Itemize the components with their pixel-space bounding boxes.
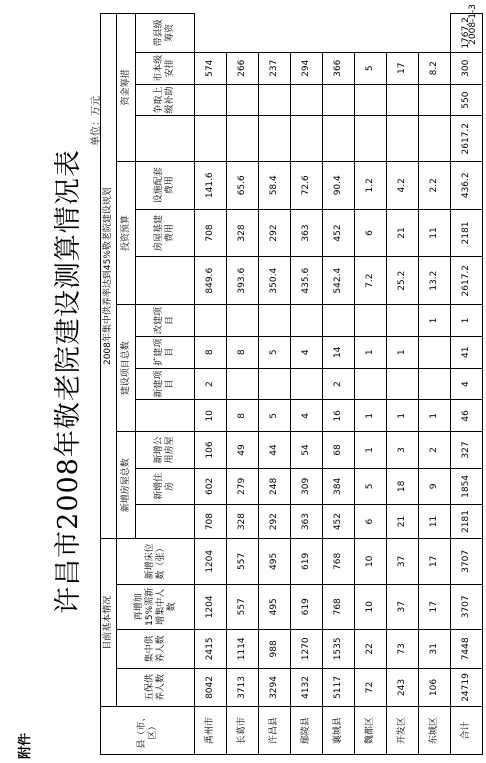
table-cell: 72 [355, 668, 387, 707]
table-cell: 452 [323, 209, 355, 257]
table-cell: 557 [227, 539, 259, 584]
table-cell: 7448 [451, 630, 483, 669]
table-cell: 72.6 [291, 161, 323, 209]
table-cell [355, 368, 387, 400]
table-cell [195, 116, 227, 161]
table-cell: 363 [291, 209, 323, 257]
header-housing-cost: 房屋基建费用 [136, 209, 195, 257]
table-cell: 327 [451, 432, 483, 468]
header-county: 县（市、区） [101, 707, 195, 755]
table-cell: 1204 [195, 584, 227, 629]
row-county-name: 开发区 [387, 707, 419, 755]
table-cell: 2617.2 [451, 116, 483, 161]
header-new-housing-total: 新增房屋总数 [117, 432, 136, 539]
table-cell: 248 [259, 468, 291, 504]
header-central-support: 集中供养人数 [117, 630, 195, 669]
table-cell: 1767.2 [451, 14, 483, 53]
table-cell: 11 [419, 505, 451, 539]
table-cell: 366 [323, 52, 355, 84]
table-cell: 4 [291, 400, 323, 432]
table-cell [323, 305, 355, 337]
table-cell: 2181 [451, 209, 483, 257]
table-cell: 13.2 [419, 257, 451, 305]
table-cell [259, 305, 291, 337]
table-cell [259, 84, 291, 116]
table-cell [323, 116, 355, 161]
table-cell: 41 [451, 336, 483, 368]
table-cell: 6 [355, 505, 387, 539]
table-cell: 557 [227, 584, 259, 629]
table-cell: 542.4 [323, 257, 355, 305]
table-cell: 1.2 [355, 161, 387, 209]
header-five-guarantee: 五保供养人数 [117, 668, 195, 707]
header-investment-total-value [136, 257, 195, 305]
table-cell: 7.2 [355, 257, 387, 305]
table-cell: 4 [291, 336, 323, 368]
header-housing-total-value [136, 505, 195, 539]
table-cell: 988 [259, 630, 291, 669]
table-cell [291, 116, 323, 161]
table-cell [227, 116, 259, 161]
table-cell: 8042 [195, 668, 227, 707]
table-cell: 1 [387, 400, 419, 432]
table-cell: 6 [355, 209, 387, 257]
table-cell: 2 [419, 432, 451, 468]
table-cell: 73 [387, 630, 419, 669]
table-cell: 574 [195, 52, 227, 84]
table-cell: 309 [291, 468, 323, 504]
table-cell [355, 116, 387, 161]
table-cell: 1270 [291, 630, 323, 669]
table-cell: 708 [195, 505, 227, 539]
header-fund-county: 带县级筹资 [136, 14, 195, 53]
table-cell: 4.2 [387, 161, 419, 209]
row-county-name: 鄢陵县 [291, 707, 323, 755]
table-cell: 2.2 [419, 161, 451, 209]
table-cell: 1204 [195, 539, 227, 584]
table-cell: 279 [227, 468, 259, 504]
header-new-public: 新增公用房屋 [136, 432, 195, 468]
table-cell: 17 [387, 52, 419, 84]
header-new-beds: 新增床位数（张） [117, 539, 195, 584]
table-cell: 619 [291, 539, 323, 584]
table-cell: 11 [419, 209, 451, 257]
table-cell: 384 [323, 468, 355, 504]
header-current: 目前基本情况 [101, 539, 117, 707]
table-row [195, 14, 227, 755]
table-cell: 18 [387, 468, 419, 504]
row-county-name: 魏都区 [355, 707, 387, 755]
table-cell: 3294 [259, 668, 291, 707]
table-cell: 22 [355, 630, 387, 669]
unit-label: 单位：万元 [91, 96, 102, 146]
table-cell [227, 305, 259, 337]
row-county-name: 襄城县 [323, 707, 355, 755]
table-cell: 5 [259, 336, 291, 368]
table-cell: 31 [419, 630, 451, 669]
table-cell [259, 368, 291, 400]
table-row [419, 14, 451, 755]
annex-label: 附件 [18, 732, 33, 759]
table-row [355, 14, 387, 755]
table-cell: 768 [323, 539, 355, 584]
table-cell: 10 [355, 584, 387, 629]
table-cell: 8 [227, 336, 259, 368]
table-cell: 2181 [451, 505, 483, 539]
table-cell: 3713 [227, 668, 259, 707]
table-cell: 5 [355, 52, 387, 84]
table-cell: 619 [291, 584, 323, 629]
header-fund-upper: 争取上级补助 [136, 84, 195, 116]
table-row [323, 14, 355, 755]
table-cell: 2 [323, 368, 355, 400]
table-row [227, 14, 259, 755]
header-added-15: 再增加15%需新增集中人数 [117, 584, 195, 629]
header-rebuild: 改建项目 [136, 305, 195, 337]
table-cell: 68 [323, 432, 355, 468]
table-cell: 3707 [451, 584, 483, 629]
header-project-total-value [136, 400, 195, 432]
table-cell: 141.6 [195, 161, 227, 209]
table-cell: 849.6 [195, 257, 227, 305]
table-cell: 17 [419, 539, 451, 584]
table-cell: 768 [323, 584, 355, 629]
table-cell: 37 [387, 584, 419, 629]
table-cell: 5 [259, 400, 291, 432]
table-row [451, 14, 483, 755]
table-cell: 58.4 [259, 161, 291, 209]
table-cell: 1535 [323, 630, 355, 669]
table-cell: 1854 [451, 468, 483, 504]
table-cell: 65.6 [227, 161, 259, 209]
table-cell: 37 [387, 539, 419, 584]
table-cell: 452 [323, 505, 355, 539]
table-cell: 1114 [227, 630, 259, 669]
table-cell [291, 368, 323, 400]
table-cell: 243 [387, 668, 419, 707]
table-cell: 435.6 [291, 257, 323, 305]
table-cell [195, 305, 227, 337]
table-cell: 90.4 [323, 161, 355, 209]
row-county-name: 长葛市 [227, 707, 259, 755]
header-expand: 扩建项目 [136, 336, 195, 368]
table-cell: 4132 [291, 668, 323, 707]
table-cell: 2415 [195, 630, 227, 669]
table-cell: 4 [451, 368, 483, 400]
table-row [291, 14, 323, 755]
table-cell: 106 [419, 668, 451, 707]
table-cell: 3 [387, 432, 419, 468]
table-cell: 708 [195, 209, 227, 257]
header-investment: 投资预算 [117, 161, 136, 304]
table-cell [195, 84, 227, 116]
table-cell: 328 [227, 209, 259, 257]
table-cell [387, 116, 419, 161]
table-cell: 5 [355, 468, 387, 504]
table-cell [355, 84, 387, 116]
table-cell: 44 [259, 432, 291, 468]
table-cell: 24719 [451, 668, 483, 707]
table-cell: 292 [259, 209, 291, 257]
table-cell [387, 84, 419, 116]
header-new-dorm: 新增住房 [136, 468, 195, 504]
table-cell [419, 336, 451, 368]
table-cell: 49 [227, 432, 259, 468]
table-cell [387, 305, 419, 337]
table-cell: 2 [195, 368, 227, 400]
table-cell: 300 [451, 52, 483, 84]
table-cell [259, 116, 291, 161]
table-cell: 495 [259, 539, 291, 584]
header-funding-total-value [136, 116, 195, 161]
table-cell: 3707 [451, 539, 483, 584]
table-cell: 54 [291, 432, 323, 468]
table-cell: 292 [259, 505, 291, 539]
table-cell [323, 84, 355, 116]
table-cell: 294 [291, 52, 323, 84]
table-cell: 21 [387, 209, 419, 257]
table-cell: 1 [355, 336, 387, 368]
table-cell: 1 [419, 305, 451, 337]
table-cell: 328 [227, 505, 259, 539]
table-cell [227, 84, 259, 116]
table-cell: 8.2 [419, 52, 451, 84]
table-cell: 1 [387, 336, 419, 368]
table-cell: 363 [291, 505, 323, 539]
table-cell: 16 [323, 400, 355, 432]
header-project-total: 建设项目总数 [117, 305, 136, 432]
table-cell [291, 84, 323, 116]
estimate-table [100, 13, 483, 755]
table-cell [419, 368, 451, 400]
header-new-build: 新建项目 [136, 368, 195, 400]
header-funding: 资金筹措 [117, 14, 136, 162]
row-county-name: 禹州市 [195, 707, 227, 755]
table-cell: 436.2 [451, 161, 483, 209]
table-cell: 25.2 [387, 257, 419, 305]
table-cell: 1 [419, 400, 451, 432]
table-cell: 237 [259, 52, 291, 84]
row-county-name: 合计 [451, 707, 483, 755]
table-cell [291, 305, 323, 337]
table-cell: 350.4 [259, 257, 291, 305]
table-cell: 8 [227, 400, 259, 432]
header-facility-cost: 设施配套费用 [136, 161, 195, 209]
table-cell [419, 84, 451, 116]
table-cell: 46 [451, 400, 483, 432]
table-cell [387, 368, 419, 400]
row-county-name: 许昌县 [259, 707, 291, 755]
table-cell: 495 [259, 584, 291, 629]
table-cell [419, 116, 451, 161]
table-cell: 2617.2 [451, 257, 483, 305]
page-title: 许昌市2008年敬老院建设测算情况表 [53, 149, 84, 614]
header-fund-city: 市本级安排 [136, 52, 195, 84]
header-plan: 2008年集中供养率达到45%敬老院建设规划 [101, 14, 117, 539]
table-cell: 1 [451, 305, 483, 337]
table-cell: 602 [195, 468, 227, 504]
row-county-name: 东城区 [419, 707, 451, 755]
table-cell: 5117 [323, 668, 355, 707]
table-row [259, 14, 291, 755]
table-cell: 1 [355, 432, 387, 468]
table-cell: 9 [419, 468, 451, 504]
table-cell: 8 [195, 336, 227, 368]
table-cell: 106 [195, 432, 227, 468]
date-label: 2008-1-3 [468, 4, 478, 45]
table-cell [227, 368, 259, 400]
table-cell: 17 [419, 584, 451, 629]
table-cell: 1 [355, 400, 387, 432]
table-cell: 10 [355, 539, 387, 584]
table-cell: 21 [387, 505, 419, 539]
table-cell: 266 [227, 52, 259, 84]
table-cell: 14 [323, 336, 355, 368]
table-cell: 10 [195, 400, 227, 432]
table-cell: 550 [451, 84, 483, 116]
table-row [387, 14, 419, 755]
table-cell: 393.6 [227, 257, 259, 305]
table-cell [355, 305, 387, 337]
